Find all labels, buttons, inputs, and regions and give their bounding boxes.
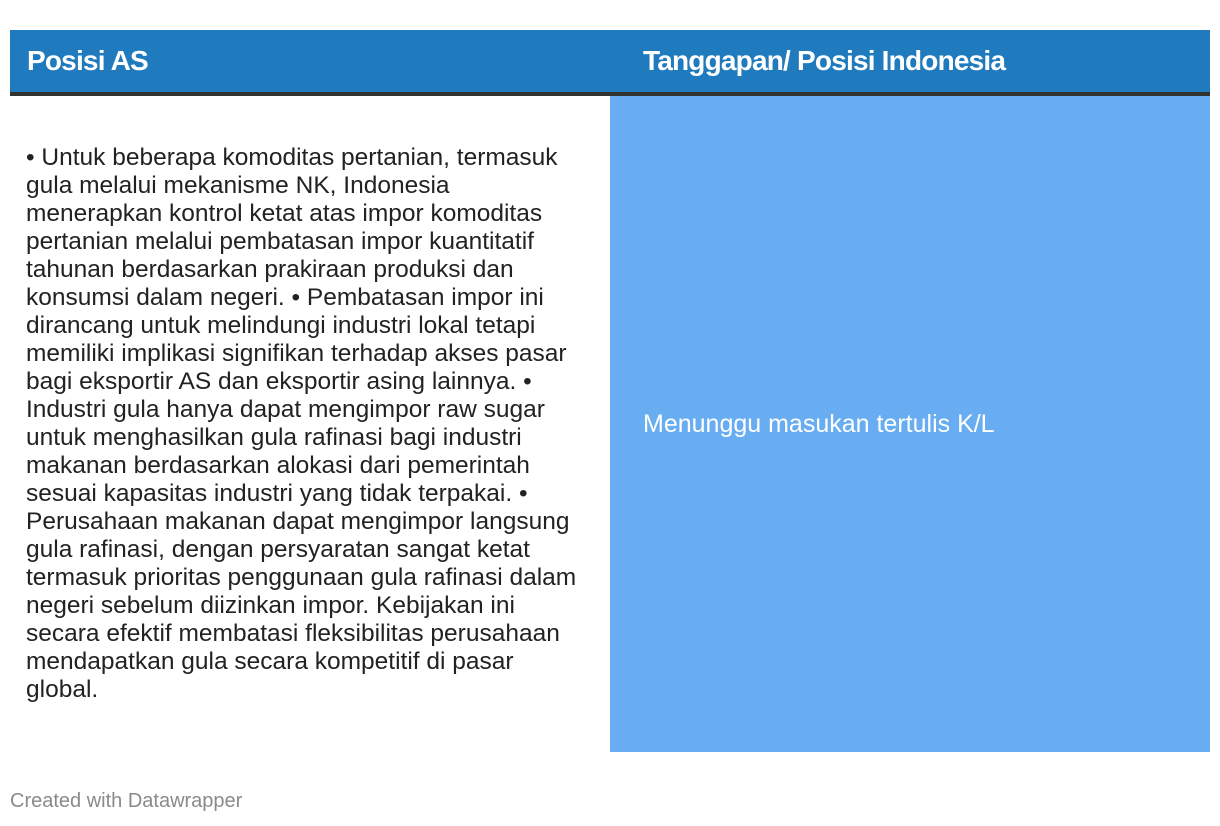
table-row — [10, 94, 1210, 752]
header-posisi-indonesia[interactable]: Tanggapan/ Posisi Indonesia — [610, 30, 1210, 94]
cell-posisi-as: • Untuk beberapa komoditas pertanian, termasuk gula melalui mekanisme NK, Indonesia menerapkan kontrol ketat atas impor komoditas pertanian melalui pembatasan impor kuantitatif tahunan berdasarkan prakiraan produksi dan konsumsi dalam negeri. • Pembatasan impor ini dirancang untuk melindungi industri lokal tetapi memiliki implikasi signifikan terhadap akses pasar bagi eksportir AS dan eksportir asing lainnya. • Industri gula hanya dapat mengimpor raw sugar untuk menghasilkan gula rafinasi bagi industri makanan berdasarkan alokasi dari pemerintah sesuai kapasitas industri yang tidak terpakai. • Perusahaan makanan dapat mengimpor langsung gula rafinasi, dengan persyaratan sangat ketat termasuk prioritas penggunaan gula rafinasi dalam negeri sebelum diizinkan impor. Kebijakan ini secara efektif membatasi fleksibilitas perusahaan mendapatkan gula secara kompetitif di pasar global. — [10, 94, 610, 752]
table-body — [10, 94, 1210, 752]
comparison-table — [10, 30, 1210, 752]
header-row — [10, 30, 1210, 94]
table-header — [10, 30, 1210, 94]
header-posisi-as[interactable]: Posisi AS — [10, 30, 610, 94]
datawrapper-credit[interactable]: Created with Datawrapper — [10, 790, 243, 812]
comparison-table-container — [10, 30, 1210, 752]
cell-posisi-indonesia: Menunggu masukan tertulis K/L — [610, 94, 1210, 752]
